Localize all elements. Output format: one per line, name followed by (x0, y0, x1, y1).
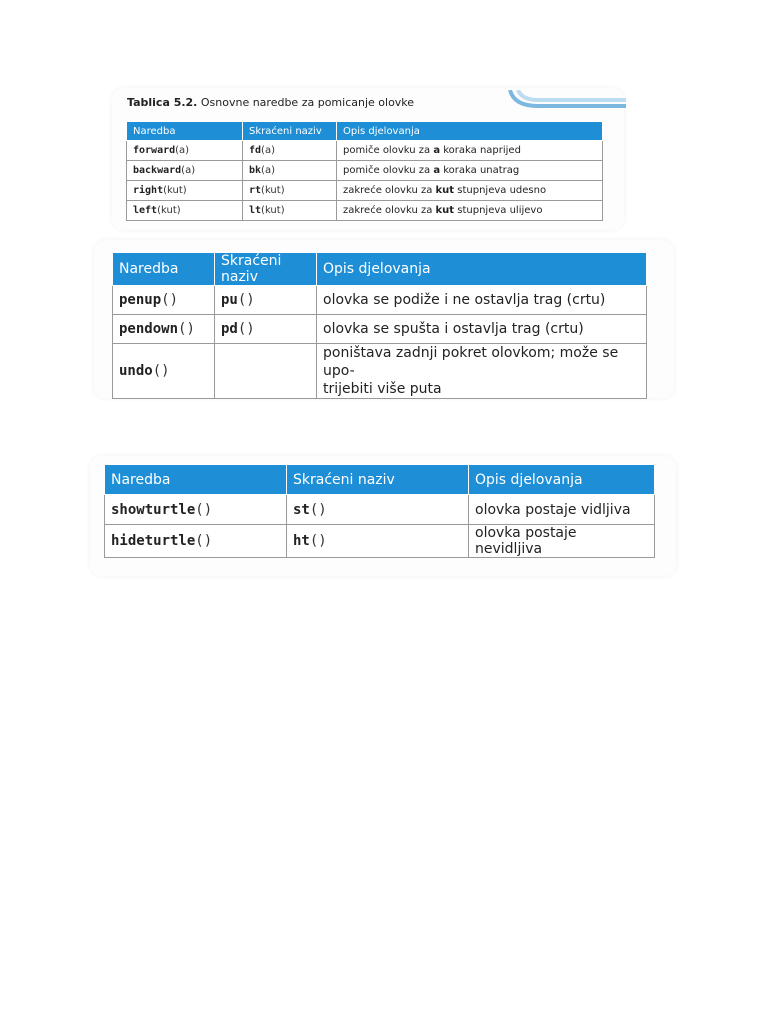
command-name: showturtle (111, 501, 196, 518)
desc-post: stupnjeva udesno (454, 185, 547, 196)
short-arg: () (237, 321, 255, 337)
desc-bold: a (433, 145, 441, 156)
command-name: undo (119, 363, 153, 379)
caption-text: Osnovne naredbe za pomicanje olovke (200, 96, 415, 109)
short-name: rt (249, 185, 262, 196)
desc-bold: a (433, 165, 441, 176)
table-row (127, 141, 603, 161)
description: olovka se podiže i ne ostavlja trag (crtu) (323, 292, 606, 308)
short-name: lt (249, 205, 262, 216)
commands-table-2 (112, 252, 647, 399)
header-naredba: Naredba (113, 253, 215, 286)
table-row (105, 525, 655, 558)
short-arg: (a) (261, 145, 275, 156)
short-arg: (a) (261, 165, 275, 176)
command-name: backward (133, 165, 182, 176)
table-row (127, 181, 603, 201)
short-name: pu (221, 292, 238, 308)
table-row (113, 315, 647, 344)
command-arg: (kut) (163, 185, 187, 196)
header-skraceni-naziv: Skraćeni naziv (215, 253, 317, 286)
desc-pre: zakreće olovku za (343, 185, 436, 196)
header-opis: Opis djelovanja (337, 122, 603, 141)
command-name: right (133, 185, 164, 196)
short-name: st (293, 501, 310, 518)
short-arg: (kut) (261, 185, 285, 196)
header-naredba: Naredba (127, 122, 243, 141)
command-name: left (133, 205, 158, 216)
header-skraceni-naziv: Skraćeni naziv (243, 122, 337, 141)
short-arg: () (237, 292, 255, 308)
command-arg: (a) (181, 165, 196, 176)
desc-post: koraka naprijed (440, 145, 521, 156)
command-arg: (a) (175, 145, 190, 156)
command-arg: () (178, 321, 195, 337)
short-arg: (kut) (261, 205, 285, 216)
table-row (105, 495, 655, 525)
short-arg: () (309, 533, 327, 549)
short-name: pd (221, 321, 238, 337)
desc-pre: zakreće olovku za (343, 205, 436, 216)
description: olovka se spušta i ostavlja trag (crtu) (323, 321, 584, 337)
header-opis: Opis djelovanja (469, 465, 655, 495)
table-row (113, 344, 647, 399)
desc-bold: kut (435, 205, 455, 216)
command-name: pendown (119, 321, 179, 337)
desc-pre: pomiče olovku za (343, 145, 434, 156)
commands-table-3 (104, 464, 655, 558)
desc-bold: kut (435, 185, 455, 196)
command-arg: () (161, 292, 179, 308)
description: olovka postaje vidljiva (475, 501, 631, 518)
decorative-corner-graphic (508, 90, 628, 112)
command-arg: () (152, 363, 170, 379)
desc-pre: pomiče olovku za (343, 165, 434, 176)
header-skraceni-naziv: Skraćeni naziv (287, 465, 469, 495)
table-row (127, 161, 603, 181)
description: olovka postaje nevidljiva (475, 525, 577, 557)
table-row (127, 201, 603, 221)
short-name: ht (293, 533, 310, 549)
short-arg: () (309, 501, 327, 518)
command-arg: (kut) (157, 205, 181, 216)
command-name: forward (133, 145, 176, 156)
command-arg: () (195, 533, 213, 549)
header-opis: Opis djelovanja (317, 253, 647, 286)
header-naredba: Naredba (105, 465, 287, 495)
command-arg: () (195, 501, 213, 518)
short-name: bk (249, 165, 262, 176)
command-name: hideturtle (111, 533, 196, 549)
short-name: fd (249, 145, 262, 156)
commands-table-1 (126, 121, 603, 221)
command-name: penup (119, 292, 162, 308)
desc-post: koraka unatrag (440, 165, 520, 176)
description-line-2: trijebiti više puta (323, 381, 442, 397)
desc-post: stupnjeva ulijevo (454, 205, 543, 216)
caption-label: Tablica 5.2. (127, 96, 198, 109)
table-caption (127, 96, 414, 109)
table-row (113, 286, 647, 315)
description-line-1: poništava zadnji pokret olovkom; može se upo- (323, 345, 619, 379)
